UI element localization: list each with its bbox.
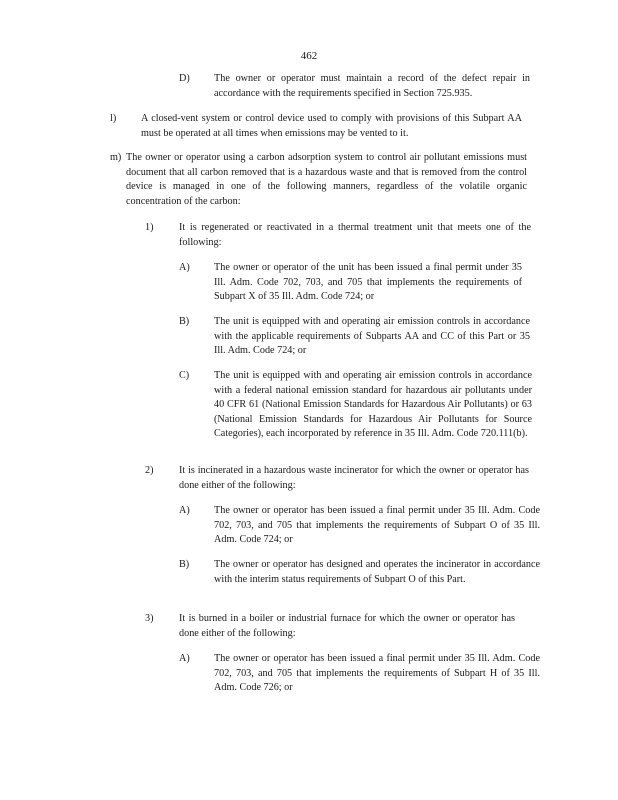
item-text: A closed-vent system or control device used to comply with provisions of this Subpart AA must be operated at all times when emissions may be vented to it.	[141, 113, 522, 139]
item-label: 2)	[145, 465, 154, 476]
item-text	[126, 151, 527, 209]
item-text: The owner or operator has been issued a final permit under 35 Ill. Adm. Code 702, 703, and 705 that implements the requirements of Subpart H of 35 Ill. Adm. Code 726; or	[214, 653, 540, 693]
item-label: m)	[110, 152, 122, 163]
item-text: The unit is equipped with and operating air emission controls in accordance with a federal national emission standard for hazardous air pollutants under 40 CFR 61 (National Emission Standards for Hazardous Air Pollutants) or 63 (National Emission Standards for Hazardous Air Pollutants for Source Categories), each incorporated by reference in 35 Ill. Adm. Code 720.111(b).	[214, 370, 532, 439]
item-label: A)	[179, 505, 190, 516]
item-text: The owner or operator has been issued a final permit under 35 Ill. Adm. Code 702, 703, and 705 that implements the requirements of Subpart O of 35 Ill. Adm. Code 724; or	[214, 505, 540, 545]
item-label: D)	[179, 73, 190, 84]
item-text: It is incinerated in a hazardous waste incinerator for which the owner or operator has done either of the following:	[179, 465, 529, 491]
item-text: It is regenerated or reactivated in a thermal treatment unit that meets one of the following:	[179, 222, 531, 248]
item-text: It is burned in a boiler or industrial furnace for which the owner or operator has done either of the following:	[179, 613, 515, 639]
item-label: A)	[179, 653, 190, 664]
item-text: The owner or operator must maintain a record of the defect repair in accordance with the requirements specified in Section 725.935.	[214, 73, 530, 99]
item-label: 3)	[145, 613, 154, 624]
page-number: 462	[300, 50, 318, 62]
item-text: The owner or operator has designed and operates the incinerator in accordance with the interim status requirements of Subpart O of this Part.	[214, 559, 540, 585]
item-label: l)	[110, 113, 117, 124]
item-label: 1)	[145, 222, 154, 233]
item-text: The unit is equipped with and operating air emission controls in accordance with the applicable requirements of Subparts AA and CC of this Part or 35 Ill. Adm. Code 724; or	[214, 316, 530, 356]
item-label: A)	[179, 262, 190, 273]
item-label: C)	[179, 370, 190, 381]
item-text: The owner or operator of the unit has been issued a final permit under 35 Ill. Adm. Code 702, 703, and 705 that implements the requirements of Subpart X of 35 Ill. Adm. Code 724; or	[214, 262, 522, 302]
item-m-paragraph: The owner or operator using a carbon adsorption system to control air pollutant emissions must document that all carbon removed that is a hazardous waste and that is removed from the control device is managed in one of the following manners, regardless of the volatile organic concentration of the carbon:	[126, 152, 527, 207]
item-label: B)	[179, 559, 190, 570]
item-label: B)	[179, 316, 190, 327]
